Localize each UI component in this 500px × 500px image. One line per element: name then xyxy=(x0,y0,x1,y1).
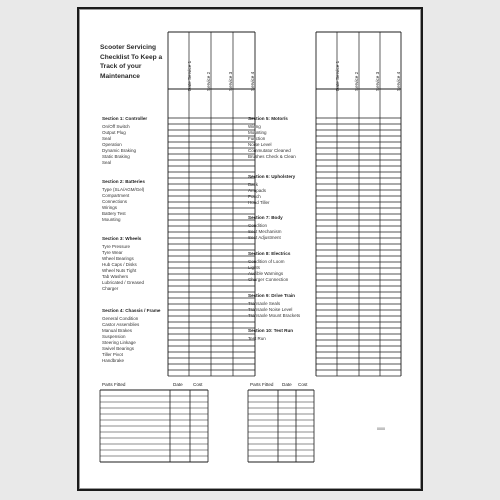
checklist-item: Mounting xyxy=(248,129,267,135)
column-header-right: Service 4 xyxy=(396,71,401,91)
parts-cost-label: Cost xyxy=(298,382,308,387)
checklist-item: Castor Assemblies xyxy=(102,321,140,327)
checklist-item: General Condition xyxy=(102,315,139,321)
parts-fitted-label: Parts Fitted xyxy=(102,382,126,387)
checklist-item: Connections xyxy=(102,198,128,204)
checklist-item: Seat Mechanism xyxy=(248,228,282,234)
checklist-item: Commutator Cleaned xyxy=(248,147,291,153)
checklist-item: Pouch xyxy=(248,193,261,199)
checklist-item: Mounting xyxy=(102,216,121,222)
section-heading: Section 9: Drive Train xyxy=(248,293,295,298)
checklist-item: Wheel Bearings xyxy=(102,255,134,261)
parts-cost-label: Cost xyxy=(193,382,203,387)
checklist-item: Battery Test xyxy=(102,210,126,216)
checklist-item: Noise Level xyxy=(248,141,272,147)
parts-fitted-label: Parts Fitted xyxy=(250,382,274,387)
checklist-item: Charger xyxy=(102,285,119,291)
checklist-item: Transaxle Mount Brackets xyxy=(248,312,301,318)
checklist-item: Armpads xyxy=(248,187,267,193)
parts-date-label: Date xyxy=(173,382,183,387)
checklist-item: Static Braking xyxy=(102,153,130,159)
checklist-item: Charger Connection xyxy=(248,276,289,282)
checklist-item: Test Run xyxy=(248,335,266,341)
checklist-item: Manual Brakes xyxy=(102,327,133,333)
checklist-item: Seat Adjustment xyxy=(248,234,281,240)
checklist-item: Audible Warnings xyxy=(248,270,284,276)
title-line: Track of your xyxy=(100,63,142,71)
checklist-item: Compartment xyxy=(102,192,130,198)
checklist-item: Suspension xyxy=(102,333,126,339)
checklist-item: Type (SLA/AGM/Gel) xyxy=(102,186,145,192)
section-heading: Section 7: Body xyxy=(248,215,283,220)
checklist-item: Wirings xyxy=(102,204,118,210)
footer-code: 0000 xyxy=(377,427,385,431)
checklist-item: Tyre Pressure xyxy=(102,243,131,249)
title-line: Maintenance xyxy=(100,72,140,80)
checklist-item: Swivel Bearings xyxy=(102,345,135,351)
checklist-item: Tyre Wear xyxy=(102,249,123,255)
section-heading: Section 5: Motor/s xyxy=(248,116,288,121)
checklist-item: Tab Washers xyxy=(102,273,129,279)
section-heading: Section 6: Upholstery xyxy=(248,174,296,179)
section-heading: Section 8: Electrics xyxy=(248,251,291,256)
section-heading: Section 4: Chassis / Frame xyxy=(102,308,161,313)
checklist-item: Back xyxy=(248,181,259,187)
checklist-item: Seal xyxy=(102,159,112,165)
checklist-item: Dynamic Braking xyxy=(102,147,137,153)
checklist-item: Wiring xyxy=(248,123,261,129)
title-line: Checklist To Keep a xyxy=(100,53,163,61)
checklist-item: Function xyxy=(248,135,266,141)
column-header-left: Service 4 xyxy=(250,71,255,91)
checklist-item: Condition of Loom xyxy=(248,258,285,264)
checklist-item: Tiller Pivot xyxy=(102,351,123,357)
column-header-left: Date Service 1 xyxy=(187,60,192,91)
column-header-left: Service 3 xyxy=(228,71,233,91)
checklist-item: Output Plug xyxy=(102,129,126,135)
column-header-right: Service 3 xyxy=(375,71,380,91)
checklist-item: Condition xyxy=(248,222,268,228)
checklist-item: Seal xyxy=(102,135,112,141)
checklist-item: Steering Linkage xyxy=(102,339,136,345)
checklist-item: Handbrake xyxy=(102,357,125,363)
checklist-item: On/Off Switch xyxy=(102,123,130,129)
section-heading: Section 10: Test Run xyxy=(248,328,294,333)
checklist-item: Hood Tiller xyxy=(248,199,270,205)
section-heading: Section 2: Batteries xyxy=(102,179,145,184)
section-heading: Section 3: Wheels xyxy=(102,236,142,241)
page-title xyxy=(100,43,174,81)
checklist-item: Operation xyxy=(102,141,122,147)
checklist-item: Brushes Check & Clean xyxy=(248,153,296,159)
checklist-item: Lubricated / Greased xyxy=(102,279,145,285)
checklist-item: Hub Caps / Disks xyxy=(102,261,137,267)
checklist-item: Wheel Nuts Tight xyxy=(102,267,137,273)
column-header-right: Date Service 1 xyxy=(335,60,340,91)
column-header-left: Service 2 xyxy=(206,71,211,91)
title-line: Scooter Servicing xyxy=(100,44,157,51)
parts-date-label: Date xyxy=(282,382,292,387)
checklist-item: Lights xyxy=(248,264,261,270)
checklist-item: Transaxle Noise Level xyxy=(248,306,293,312)
checklist-page xyxy=(80,10,420,488)
checklist-item: Transaxle Seals xyxy=(248,300,281,306)
section-heading: Section 1: Controller xyxy=(102,116,148,121)
column-header-right: Service 2 xyxy=(354,71,359,91)
